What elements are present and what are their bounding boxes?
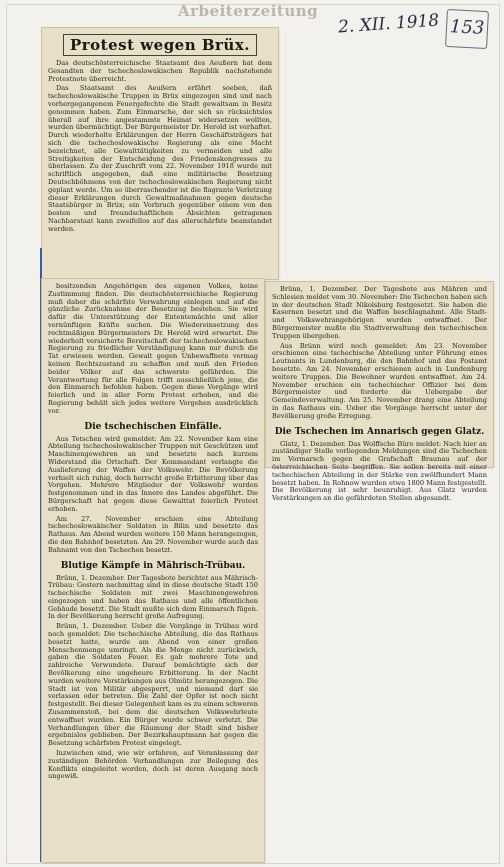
section-heading: Die tschechischen Einfälle. — [84, 421, 222, 432]
article-paragraph: Das Staatsamt des Aeußern erfährt soeben, daß tschechoslowakische Truppen in Brüx eingezogen sind und nach vorhergegangenem Feuergefechte die Stadt gewaltsam in Besitz genommen haben. Zum Einmarsche, der sich so rücksichtslos überall auf ihre angestammte Heimat widersetzen wollten, wurden übermächtigt. Der Bürgermeister Dr. Herold ist verhaftet. Durch wiederholte Erklärungen der Herrn Geschäftsträgers hat sich die tschechoslowakische Regierung als eine Macht bezeichnet, alle Gewalttätigkeiten zu vermeiden und alle Streitigkeiten der Entscheidung des Friedenskongresses zu überlassen. Zu der Zuschrift vom 22. November 1918 wurde mit schriftlich angegeben, daß eine militärische Besetzung Deutschböhmens von der tschechoslowakischen Regierung nicht geplant werde. Um so überraschender ist die flagrante Verletzung dieser Erklärungen durch Gewaltmaßnahmen gegen deutsche Staatsbürger in Brüx; ein Vorbruch gegenüber einem von den besten und freundschaftlichen Absichten getragenen Nachbarstaat kann zweifellos auf das allerschärfste beanstandet werden. — [48, 84, 272, 233]
article-body — [42, 279, 264, 416]
article-paragraph: Glatz, 1. Dezember. Das Wolffsche Büro meldet: Nach hier an zuständiger Stelle vorliegenden Meldungen sind die Tschechen im Vormarsch gegen die Grafschaft Braunau auf der österreichischen Seite begriffen. Sie sollen bereits mit einer tschechischen Abteilung in der Stärke von zwölfhundert Mann besetzt haben. In Rohnow wurden etwa 1800 Mann festgestellt. Die Bevölkerung ist sehr beunruhigt. Aus Glatz wurden Verstärkungen an die gefährdeten Stellen abgesandt. — [272, 439, 487, 503]
handwritten-date: 2. XII. 1918 — [337, 10, 440, 38]
clipping-protest-bruex — [42, 28, 278, 279]
article-paragraph: Brünn, 1. Dezember. Der Tagesbote berichtet aus Mährisch-Trübau: Gestern nachmittag sind in diese deutsche Stadt 150 tschechische Soldaten mit zwei Maschinengewehren eingezogen und haben das Rathaus und alle öffentlichen Gebäude besetzt. Die Stadt mußte sich dem Einmarsch fügen. In der Bevölkerung herrscht große Aufregung. — [48, 573, 258, 621]
article-paragraph: Brünn, 1. Dezember. Ueber die Vorgänge in Trübau wird noch gemeldet: Die tschechische Abteilung, die das Rathaus besetzt hatte, wurde am Abend von einer großen Menschenmenge umringt. Als die Menge nicht zurückwich, gaben die Soldaten Feuer. Es gab mehrere Tote und zahlreiche Verwundete. Darauf bemächtigte sich der Bevölkerung eine ungeheure Erbitterung. In der Nacht wurden weitere Verstärkungen aus Olmütz herangezogen. Die Stadt ist von Militär abgesperrt, und niemand darf sie verlassen oder betreten. Die Zahl der Opfer ist noch nicht festgestellt. Bei dieser Gelegenheit kam es zu einem schweren Zusammenstoß, bei dem die deutschen Volkswehrleute entwaffnet wurden. Ein Bürger wurde schwer verletzt. Die Verhandlungen über die Räumung der Stadt sind bisher ergebnislos geblieben. Der Bezirkshauptmann hat gegen die Besetzung schärfsten Protest eingelegt. — [48, 622, 258, 748]
clipping-column-left — [42, 279, 264, 862]
article-body — [42, 60, 278, 234]
article-paragraph: Am 27. November erschien eine Abteilung tschechoslowakischer Soldaten in Bilin und besetzte das Rathaus. Am Abend wurden weitere 150 Mann herangezogen, die den Bahnhof besetzten. Am 29. November wurde auch das Bahnamt von den Tschechen besetzt. — [48, 514, 258, 554]
section-heading: Blutige Kämpfe in Mährisch-Trübau. — [60, 560, 246, 571]
section-body — [42, 575, 264, 782]
article-paragraph: Aus Brünn wird noch gemeldet: Am 23. November erschienen eine tschechische Abteilung unter Führung eines Leutnants in Lundenburg, die den Bahnhof und das Postamt besetzte. Am 24. November erschienen auch in Lundenburg weitere Truppen. Die Bewohner wurden entwaffnet. Am 24. November erschien ein tschechischer Offizier bei dem Bürgermeister und forderte die Uebergabe der Gemeindeverwaltung. Am 25. November drang eine Abteilung in das Rathaus ein. Ueber die Vorgänge herrscht unter der Bevölkerung große Erregung. — [272, 341, 487, 420]
newspaper-source-label: Arbeiterzeitung — [178, 2, 319, 20]
article-paragraph: Aus Tetschen wird gemeldet: Am 22. November kam eine Abteilung tschechoslowakischer Truppen mit Geschützen und Maschinengewehren an und besetzte nach kurzem Widerstand die Ortschaft. Der Kommandant verlangte die Auslieferung der Waffen der Volkswehr. Die Bevölkerung verhielt sich ruhig, doch herrscht große Erbitterung über das Vorgehen. Mehrere Mitglieder der Volkswehr wurden festgenommen und in das Innere des Landes abgeführt. Die Bürgerschaft hat gegen diese Gewalttat feierlich Protest erhoben. — [48, 434, 258, 513]
article-paragraph: Brünn, 1. Dezember. Der Tagesbote aus Mähren und Schlesien meldet vom 30. November: Die Tschechen haben sich in der deutschen Stadt Nikolsburg festgesetzt. Sie haben die Kasernen besetzt und die Waffen beschlagnahmt. Alle Stadt- und Volkswehrangehörigen wurden entwaffnet. Der Bürgermeister mußte die Stadtverwaltung den tschechischen Truppen übergeben. — [272, 285, 487, 340]
article-paragraph: Das deutschösterreichische Staatsamt des Aeußern hat dem Gesandten der tschechoslowakischen Republik nachstehende Protestnote überreicht. — [48, 59, 272, 83]
section-body — [42, 436, 264, 555]
section-heading: Die Tschechen im Annarisch gegen Glatz. — [274, 426, 485, 437]
clipping-column-right — [266, 282, 493, 503]
article-headline — [42, 34, 278, 56]
article-paragraph: besitzenden Angehörigen des eigenen Volkes, keine Zustimmung finden. Die deutschösterreichische Regierung muß daher die schärfste Verwahrung einlegen und auf die gänzliche Zurücknahme der Besetzung bestehen. Sie wird dafür die Unterstützung der Ententemächte und aller vernünftigen Kräfte suchen. Die Wiedereinsetzung des rechtmäßigen Bürgermeisters Dr. Herold wird erwartet. Die wiederholt versicherte Bereitschaft der tschechoslowakischen Regierung zu friedlicher Verständigung kann nur durch die Tat erwiesen werden. Gewalt gegen Unbewaffnete vermag keinen Rechtszustand zu schaffen und muß den Frieden beider Völker auf das schwerste gefährden. Die Verantwortung für alle Folgen trifft ausschließlich jene, die den Einmarsch befohlen haben. Gegen diese Vorgänge wird feierlich und in aller Form Protest erhoben, und die Regierung behält sich jedes weitere Vorgehen ausdrücklich vor. — [48, 282, 258, 415]
article-body — [266, 282, 493, 421]
folio-number: 153 — [445, 9, 489, 49]
article-paragraph: Inzwischen sind, wie wir erfahren, auf Veranlassung der zuständigen Behörden Verhandlungen zur Beilegung des Konflikts eingeleitet worden, doch ist deren Ausgang noch ungewiß. — [48, 749, 258, 781]
section-body — [266, 441, 493, 503]
headline-box: Protest wegen Brüx. — [63, 34, 257, 56]
